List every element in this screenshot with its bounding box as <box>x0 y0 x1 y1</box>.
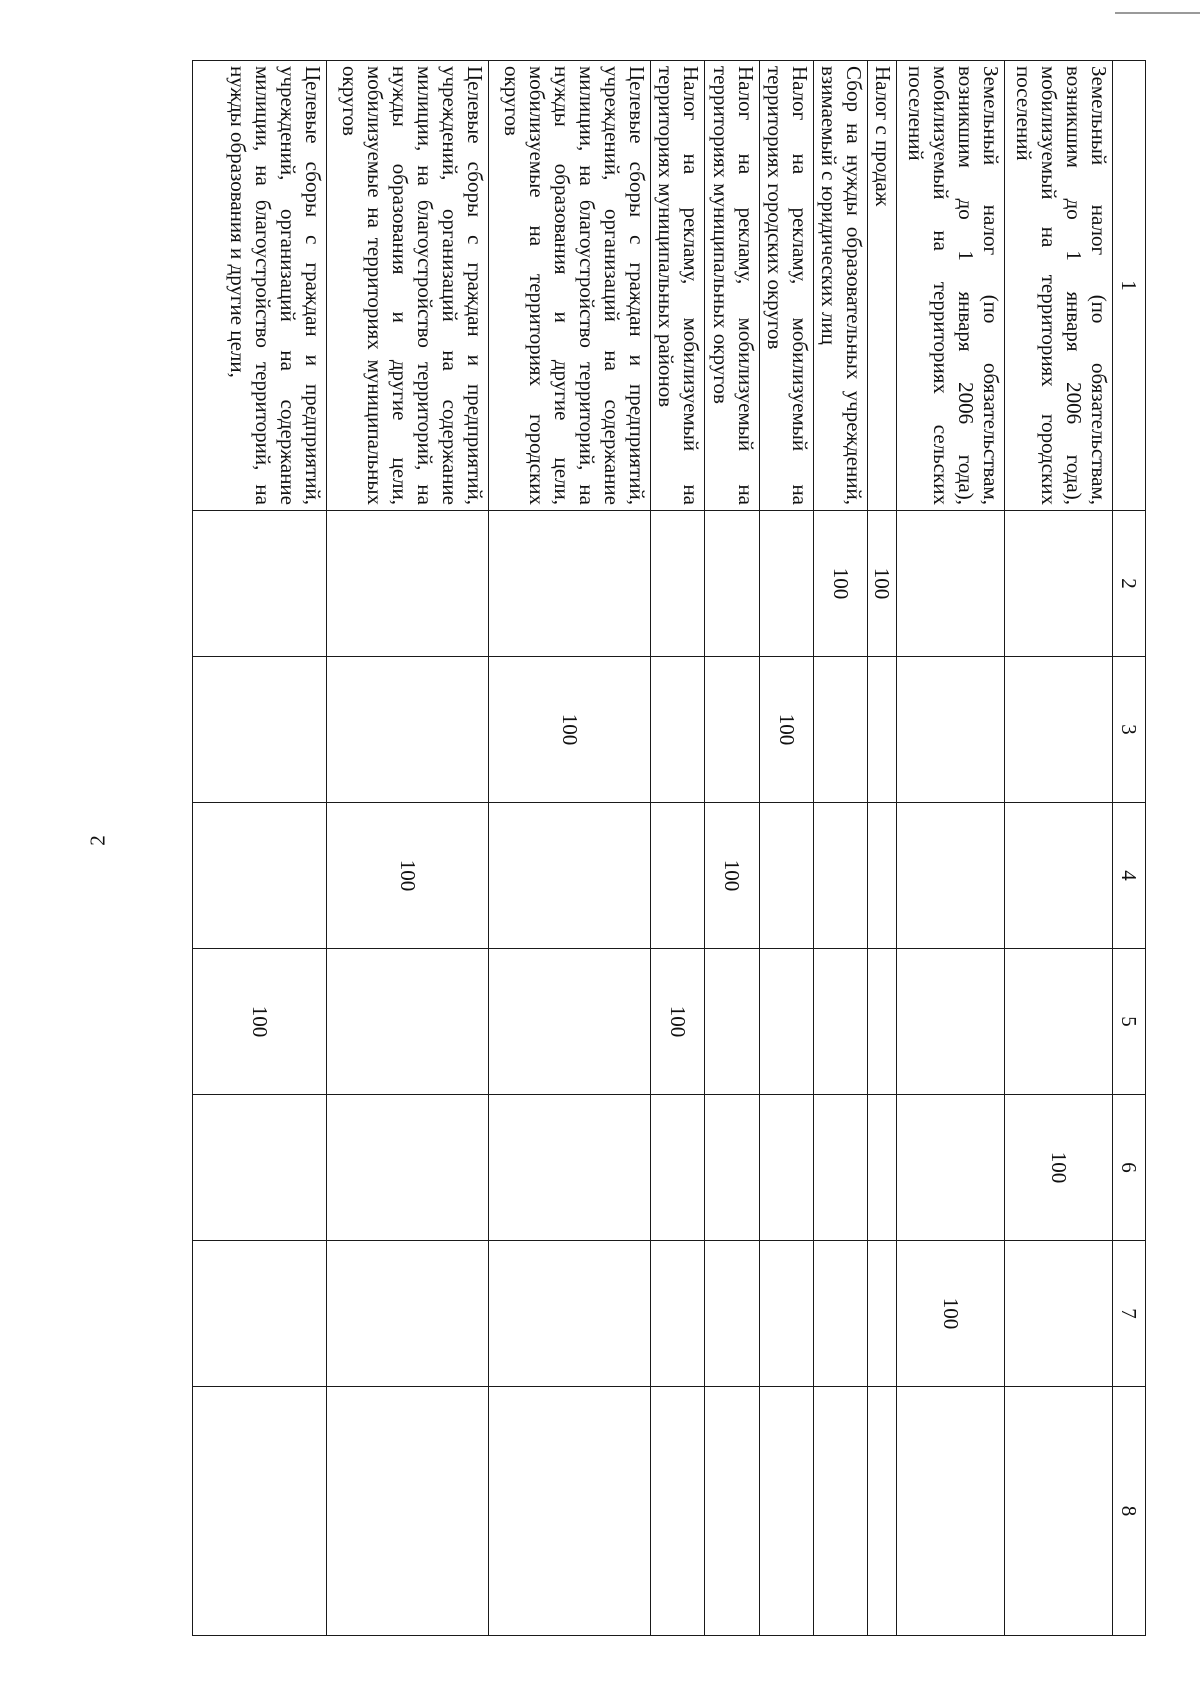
column-header-8: 8 <box>1113 1387 1146 1636</box>
share-percent-cell <box>868 1095 896 1241</box>
share-percent-cell <box>326 949 488 1095</box>
share-percent-cell <box>896 1095 1005 1241</box>
share-percent-cell <box>868 1387 896 1636</box>
column-header-7: 7 <box>1113 1241 1146 1387</box>
table-row <box>896 61 1005 1636</box>
table-row <box>488 61 650 1636</box>
share-percent-cell <box>814 1095 868 1241</box>
column-header-1: 1 <box>1113 61 1146 511</box>
share-percent-cell <box>193 803 327 949</box>
share-percent-cell <box>868 657 896 803</box>
share-percent-cell <box>759 1095 813 1241</box>
share-percent-cell <box>488 949 650 1095</box>
share-percent-cell: 100 <box>1005 1095 1113 1241</box>
tax-name-cell: Налог на рекламу, мобилизуемый на территориях муниципальных районов <box>650 61 704 511</box>
share-percent-cell <box>650 1095 704 1241</box>
share-percent-cell: 100 <box>326 803 488 949</box>
share-percent-cell <box>193 657 327 803</box>
tax-name-cell: Целевые сборы с граждан и предприятий, учреждений, организаций на содержание милиции, на благоустройство территорий, на нужды образования и другие цели, мобилизуемые на территориях городских округов <box>488 61 650 511</box>
share-percent-cell <box>896 1387 1005 1636</box>
share-percent-cell <box>814 657 868 803</box>
share-percent-cell <box>814 949 868 1095</box>
share-percent-cell: 100 <box>759 657 813 803</box>
share-percent-cell <box>705 1387 759 1636</box>
share-percent-cell <box>1005 949 1113 1095</box>
scan-edge-mark <box>1115 12 1200 14</box>
share-percent-cell <box>868 949 896 1095</box>
table-row <box>868 61 896 1636</box>
column-header-5: 5 <box>1113 949 1146 1095</box>
share-percent-cell: 100 <box>650 949 704 1095</box>
share-percent-cell <box>488 1241 650 1387</box>
table-row <box>705 61 759 1636</box>
share-percent-cell <box>868 1241 896 1387</box>
share-percent-cell <box>896 657 1005 803</box>
header-row <box>1113 61 1146 1636</box>
share-percent-cell <box>705 657 759 803</box>
share-percent-cell <box>759 949 813 1095</box>
share-percent-cell: 100 <box>705 803 759 949</box>
share-percent-cell <box>193 1387 327 1636</box>
table-row <box>759 61 813 1636</box>
share-percent-cell: 100 <box>488 657 650 803</box>
table-container <box>192 60 1146 1635</box>
table-row <box>650 61 704 1636</box>
share-percent-cell <box>759 511 813 657</box>
share-percent-cell <box>814 1387 868 1636</box>
share-percent-cell: 100 <box>896 1241 1005 1387</box>
share-percent-cell <box>488 803 650 949</box>
tax-name-cell: Налог с продаж <box>868 61 896 511</box>
share-percent-cell <box>1005 1241 1113 1387</box>
table-row <box>814 61 868 1636</box>
tax-name-cell: Земельный налог (по обязательствам, возникшим до 1 января 2006 года), мобилизуемый на территориях сельских поселений <box>896 61 1005 511</box>
share-percent-cell <box>193 511 327 657</box>
column-header-4: 4 <box>1113 803 1146 949</box>
share-percent-cell <box>896 511 1005 657</box>
share-percent-cell: 100 <box>868 511 896 657</box>
share-percent-cell <box>896 803 1005 949</box>
share-percent-cell <box>896 949 1005 1095</box>
share-percent-cell <box>705 1241 759 1387</box>
share-percent-cell <box>1005 511 1113 657</box>
share-percent-cell <box>1005 803 1113 949</box>
share-percent-cell <box>488 1095 650 1241</box>
table-row <box>1005 61 1113 1636</box>
share-percent-cell <box>193 1095 327 1241</box>
share-percent-cell <box>326 511 488 657</box>
share-percent-cell <box>650 1241 704 1387</box>
table-row <box>193 61 327 1636</box>
tax-name-cell: Налог на рекламу, мобилизуемый на территориях муниципальных округов <box>705 61 759 511</box>
share-percent-cell <box>868 803 896 949</box>
page-number: 2 <box>85 835 110 846</box>
share-percent-cell <box>193 1241 327 1387</box>
tax-name-cell: Налог на рекламу, мобилизуемый на территориях городских округов <box>759 61 813 511</box>
tax-name-cell: Целевые сборы с граждан и предприятий, учреждений, организаций на содержание милиции, на благоустройство территорий, на нужды образования и другие цели, мобилизуемые на территориях муниципальных округов <box>326 61 488 511</box>
column-header-3: 3 <box>1113 657 1146 803</box>
share-percent-cell <box>1005 1387 1113 1636</box>
share-percent-cell <box>326 657 488 803</box>
share-percent-cell <box>650 1387 704 1636</box>
share-percent-cell <box>814 803 868 949</box>
share-percent-cell: 100 <box>193 949 327 1095</box>
share-percent-cell <box>705 511 759 657</box>
share-percent-cell <box>759 803 813 949</box>
tax-distribution-table <box>192 60 1146 1636</box>
share-percent-cell <box>326 1095 488 1241</box>
share-percent-cell <box>705 949 759 1095</box>
tax-name-cell: Целевые сборы с граждан и предприятий, учреждений, организаций на содержание милиции, на благоустройство территорий, на нужды образования и другие цели, <box>193 61 327 511</box>
share-percent-cell <box>650 511 704 657</box>
share-percent-cell <box>759 1387 813 1636</box>
share-percent-cell <box>488 511 650 657</box>
share-percent-cell <box>650 803 704 949</box>
tax-name-cell: Земельный налог (по обязательствам, возникшим до 1 января 2006 года), мобилизуемый на территориях городских поселений <box>1005 61 1113 511</box>
column-header-2: 2 <box>1113 511 1146 657</box>
share-percent-cell <box>488 1387 650 1636</box>
share-percent-cell: 100 <box>814 511 868 657</box>
share-percent-cell <box>814 1241 868 1387</box>
column-header-6: 6 <box>1113 1095 1146 1241</box>
share-percent-cell <box>326 1387 488 1636</box>
share-percent-cell <box>326 1241 488 1387</box>
table-row <box>326 61 488 1636</box>
tax-name-cell: Сбор на нужды образовательных учреждений, взимаемый с юридических лиц <box>814 61 868 511</box>
share-percent-cell <box>759 1241 813 1387</box>
share-percent-cell <box>705 1095 759 1241</box>
share-percent-cell <box>650 657 704 803</box>
share-percent-cell <box>1005 657 1113 803</box>
